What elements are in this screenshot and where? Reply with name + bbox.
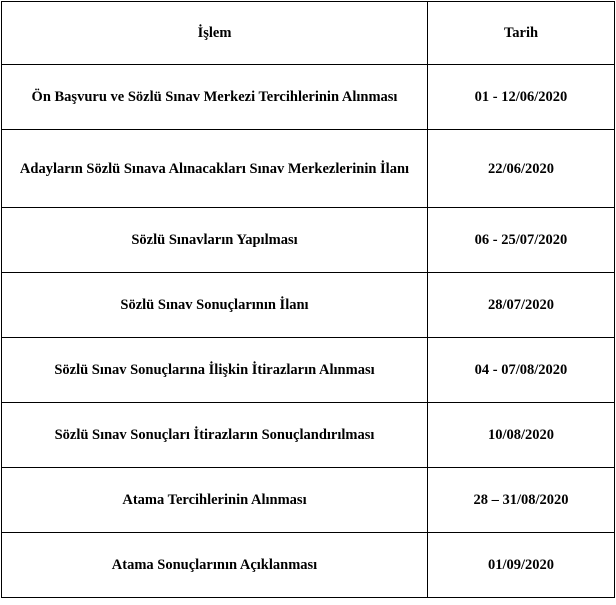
header-tarih: Tarih: [428, 2, 615, 65]
islem-cell: Sözlü Sınav Sonuçlarının İlanı: [2, 273, 428, 338]
table-row: [2, 338, 615, 403]
header-islem: İşlem: [2, 2, 428, 65]
tarih-cell: 28 – 31/08/2020: [428, 468, 615, 533]
islem-cell: Atama Sonuçlarının Açıklanması: [2, 533, 428, 598]
table-row: [2, 403, 615, 468]
islem-cell: Sözlü Sınav Sonuçlarına İlişkin İtirazların Alınması: [2, 338, 428, 403]
tarih-cell: 01/09/2020: [428, 533, 615, 598]
tarih-cell: 06 - 25/07/2020: [428, 208, 615, 273]
table-row: [2, 533, 615, 598]
table-row: [2, 130, 615, 208]
tarih-cell: 04 - 07/08/2020: [428, 338, 615, 403]
tarih-cell: 01 - 12/06/2020: [428, 65, 615, 130]
table-header-row: [2, 2, 615, 65]
tarih-cell: 28/07/2020: [428, 273, 615, 338]
table-row: [2, 65, 615, 130]
schedule-table: [1, 1, 615, 598]
tarih-cell: 22/06/2020: [428, 130, 615, 208]
islem-cell: Sözlü Sınav Sonuçları İtirazların Sonuçlandırılması: [2, 403, 428, 468]
tarih-cell: 10/08/2020: [428, 403, 615, 468]
table-row: [2, 273, 615, 338]
islem-cell: Ön Başvuru ve Sözlü Sınav Merkezi Tercihlerinin Alınması: [2, 65, 428, 130]
table-row: [2, 468, 615, 533]
islem-cell: Adayların Sözlü Sınava Alınacakları Sınav Merkezlerinin İlanı: [2, 130, 428, 208]
islem-cell: Atama Tercihlerinin Alınması: [2, 468, 428, 533]
table-row: [2, 208, 615, 273]
islem-cell: Sözlü Sınavların Yapılması: [2, 208, 428, 273]
